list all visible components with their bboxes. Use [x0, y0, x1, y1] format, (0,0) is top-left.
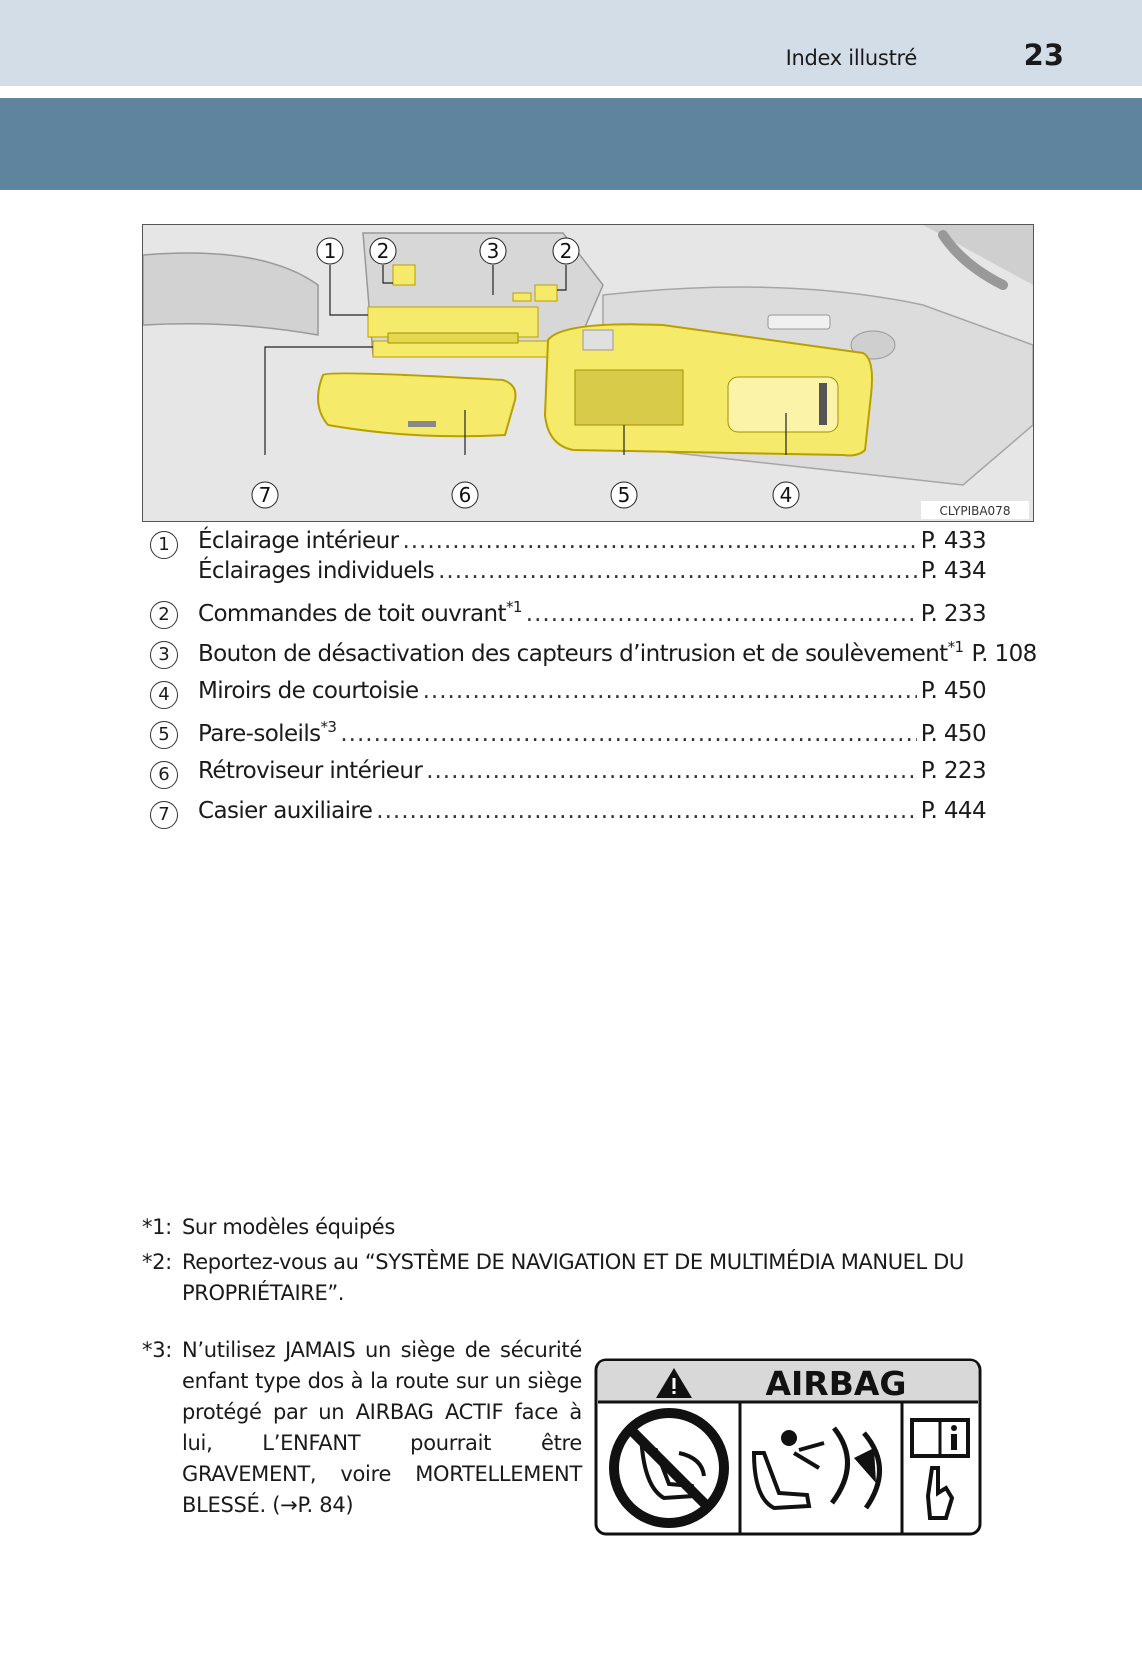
item-label: Rétroviseur intérieur: [198, 758, 423, 784]
page-number: 23: [1023, 38, 1064, 72]
item-label: Éclairage intérieur: [198, 528, 399, 554]
callout-1: [317, 238, 343, 264]
footnote-1: [142, 1212, 1022, 1243]
footnote-ref: *1: [947, 638, 964, 656]
dot-leader: [376, 798, 916, 824]
footnote-mark: *1:: [142, 1215, 172, 1239]
index-row-7[interactable]: [150, 798, 990, 828]
svg-text:2: 2: [376, 239, 390, 263]
footnote-mark: *2:: [142, 1250, 172, 1274]
callout-2b: [553, 238, 579, 264]
footnote-text: N’utilisez JAMAIS un siège de sécurité enfant type dos à la route sur un siège protégé par un AIRBAG ACTIF face à lui, L’ENFANT pourrait être GRAVEMENT, voire MORTELLEMENT BLESSÉ. (→P. 84): [182, 1338, 582, 1517]
illustration-code: CLYPIBA078: [939, 504, 1011, 518]
svg-text:7: 7: [258, 483, 272, 507]
item-label: Éclairages individuels: [198, 558, 435, 584]
illustration-drawing: [143, 225, 1033, 521]
callout-2a: [370, 238, 396, 264]
svg-text:3: 3: [486, 239, 500, 263]
dot-leader: [423, 678, 917, 704]
index-row-6[interactable]: [150, 758, 990, 788]
dot-leader: [340, 721, 916, 747]
item-number: 4: [150, 681, 178, 709]
svg-text:4: 4: [779, 483, 793, 507]
index-row-5[interactable]: [150, 718, 990, 748]
footnote-ref: *3: [320, 718, 337, 736]
footnote-text: Reportez-vous au “SYSTÈME DE NAVIGATION ET DE MULTIMÉDIA MANUEL DU PROPRIÉTAIRE”.: [182, 1250, 964, 1305]
item-label: Miroirs de courtoisie: [198, 678, 419, 704]
callout-3: [480, 238, 506, 264]
dot-leader: [438, 558, 917, 584]
index-list: [150, 528, 1037, 828]
callout-5: [611, 482, 637, 508]
item-number: 2: [150, 601, 178, 629]
item-number: 5: [150, 721, 178, 749]
item-page-ref[interactable]: P. 108: [971, 641, 1037, 667]
footnote-text: Sur modèles équipés: [182, 1215, 395, 1239]
item-number: 6: [150, 761, 178, 789]
svg-text:5: 5: [617, 483, 631, 507]
svg-text:1: 1: [323, 239, 337, 263]
item-number: 3: [150, 641, 178, 669]
svg-text:2: 2: [559, 239, 573, 263]
svg-text:6: 6: [458, 483, 472, 507]
header-color-bar: [0, 98, 1142, 190]
footnotes: [142, 1212, 1022, 1313]
item-label: Bouton de désactivation des capteurs d’intrusion et de soulèvement$^{*1}$: [198, 638, 964, 667]
item-number: 1: [150, 531, 178, 559]
index-row-3[interactable]: [150, 638, 1037, 668]
section-title: Index illustré: [785, 46, 917, 70]
item-page-ref[interactable]: P. 434: [920, 558, 986, 584]
page-header-band: [0, 0, 1142, 86]
callout-6: [452, 482, 478, 508]
airbag-title: AIRBAG: [765, 1364, 907, 1403]
interior-ceiling-illustration: [142, 224, 1034, 522]
item-page-ref[interactable]: P. 444: [920, 798, 986, 824]
item-page-ref[interactable]: P. 223: [920, 758, 986, 784]
airbag-warning-label: [594, 1358, 982, 1536]
item-page-ref[interactable]: P. 450: [920, 721, 986, 747]
index-row-1[interactable]: [150, 528, 990, 558]
item-label: Casier auxiliaire: [198, 798, 373, 824]
index-row-4[interactable]: [150, 678, 990, 708]
footnote-mark: *3:: [142, 1338, 173, 1362]
item-label: Pare-soleils$^{*3}$: [198, 718, 337, 747]
index-row-2[interactable]: [150, 598, 990, 628]
dot-leader: [526, 601, 917, 627]
item-label: Commandes de toit ouvrant$^{*1}$: [198, 598, 522, 627]
item-number: 7: [150, 801, 178, 829]
footnote-3: [142, 1335, 582, 1521]
callout-4: [773, 482, 799, 508]
item-page-ref[interactable]: P. 233: [920, 601, 986, 627]
item-page-ref[interactable]: P. 433: [920, 528, 986, 554]
dot-leader: [402, 528, 916, 554]
footnote-2: [142, 1247, 1022, 1309]
callout-7: [252, 482, 278, 508]
item-page-ref[interactable]: P. 450: [920, 678, 986, 704]
dot-leader: [426, 758, 917, 784]
index-row-1b[interactable]: [150, 558, 990, 588]
footnote-ref: *1: [505, 598, 522, 616]
